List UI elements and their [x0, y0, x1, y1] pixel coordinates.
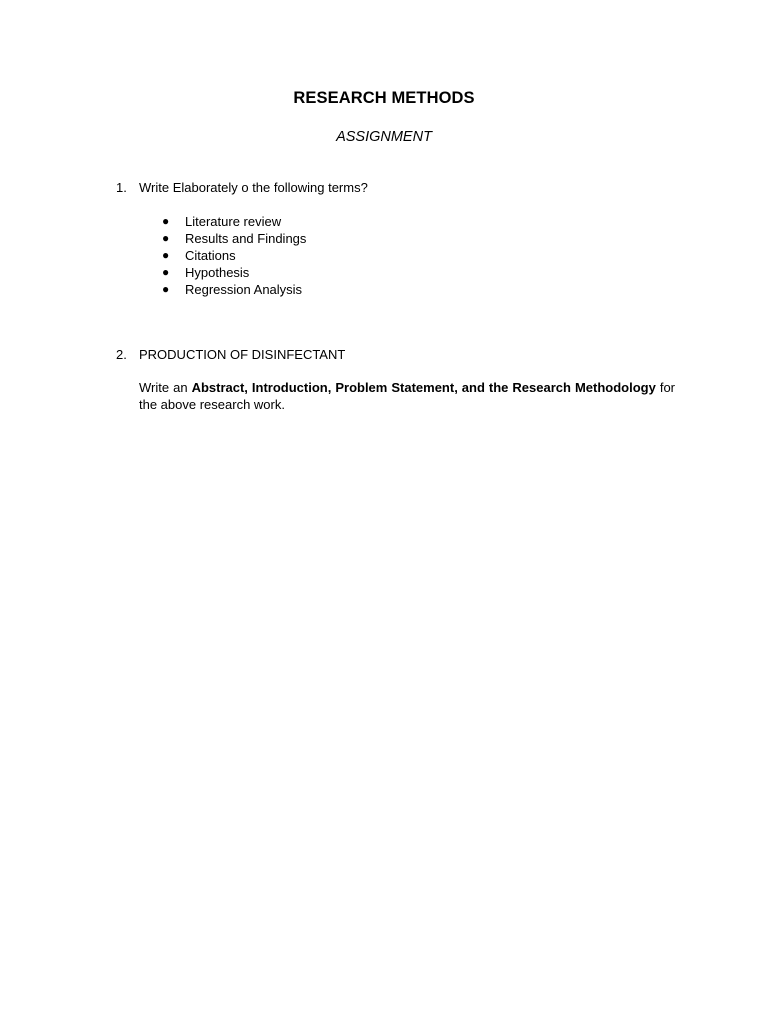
bullet-icon: ●: [162, 231, 170, 245]
question-1-number: 1.: [116, 180, 127, 195]
instruction-prefix: Write an: [139, 380, 192, 395]
term-label: Hypothesis: [185, 265, 250, 280]
question-2-number: 2.: [116, 347, 127, 362]
instruction-suffix: for the above research work.: [139, 380, 675, 412]
bullet-icon: ●: [162, 248, 170, 262]
instruction-emphasis: Abstract, Introduction, Problem Statement, and the Research Methodology: [191, 380, 656, 395]
bullet-icon: ●: [162, 214, 170, 228]
term-label: Literature review: [185, 214, 282, 229]
term-label: Citations: [185, 248, 236, 263]
term-label: Regression Analysis: [185, 282, 303, 297]
question-2-heading: PRODUCTION OF DISINFECTANT: [139, 347, 346, 362]
term-label: Results and Findings: [185, 231, 307, 246]
bullet-icon: ●: [162, 265, 170, 279]
document-subtitle: ASSIGNMENT: [336, 129, 432, 145]
bullet-icon: ●: [162, 282, 170, 296]
question-2-instruction: [139, 380, 675, 413]
question-1-text: Write Elaborately o the following terms?: [139, 180, 368, 195]
document-title: RESEARCH METHODS: [293, 89, 475, 107]
